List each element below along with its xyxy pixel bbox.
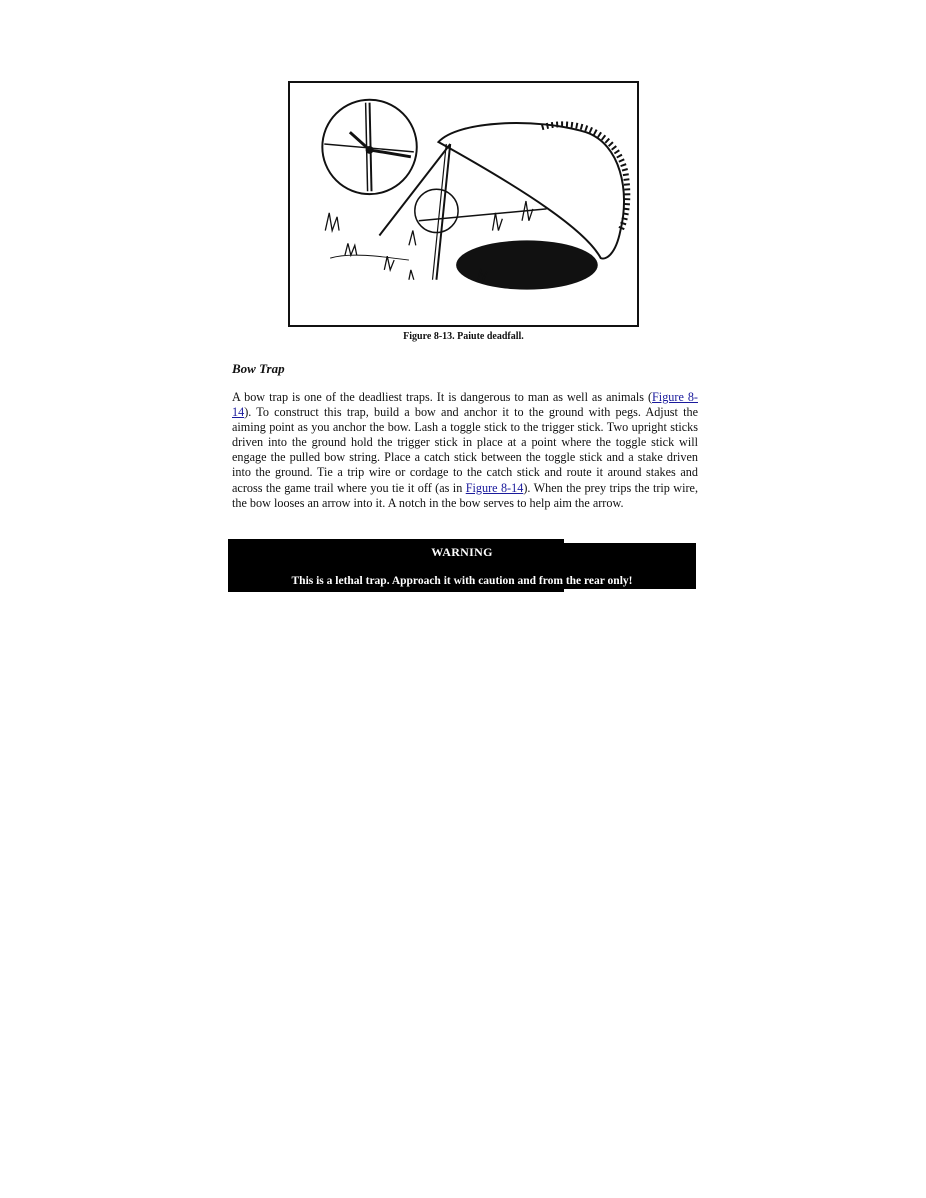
paragraph-part-3: ). When the prey trips the trip wire, the bow looses an arrow into it. A notch in the bow serves to help aim the arrow. [232, 480, 698, 510]
figure-caption: Figure 8-13. Paiute deadfall. [403, 331, 524, 342]
paragraph-part-1: A bow trap is one of the deadliest traps. It is dangerous to man as well as animals ( [232, 390, 653, 404]
paragraph-part-2: ). To construct this trap, build a bow and anchor it to the ground with pegs. Adjust the aiming point as you anchor the bow. Lash a toggle stick to the trigger stick. Two upright sticks driven into the ground hold the trigger stick in place at a point where the toggle stick will engage the pulled bow string. Place a catch stick between the toggle stick and a stake driven into the ground. Tie a trip wire or cordage to the catch stick and route it around stakes and across the game trail where you tie it off (as in [232, 405, 698, 495]
body-paragraph [232, 390, 698, 511]
figure-paiute-deadfall [288, 81, 639, 327]
warning-title: WARNING [431, 545, 493, 559]
warning-text: This is a lethal trap. Approach it with caution and from the rear only! [291, 575, 633, 587]
warning-box [228, 539, 696, 589]
figure-8-14-link[interactable]: Figure 8-14 [232, 390, 698, 420]
deadfall-illustration [290, 83, 637, 325]
section-heading: Bow Trap [232, 361, 285, 376]
figure-8-14-link-second[interactable]: Figure 8-14 [465, 480, 524, 495]
